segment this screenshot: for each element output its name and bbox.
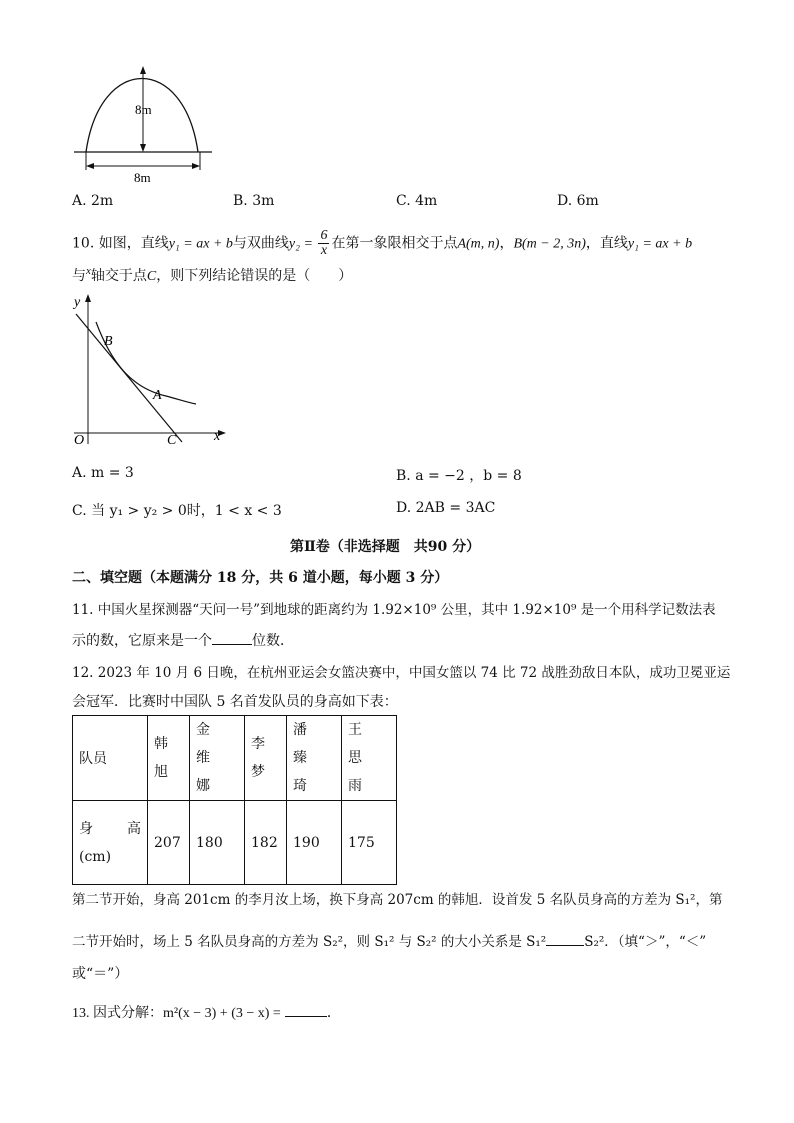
width-label: 8m — [134, 170, 151, 185]
player-name-line2: 娜 — [196, 778, 218, 794]
height-cell: 190 — [287, 801, 342, 885]
table-row — [73, 716, 397, 801]
q10-text-c: 在第一象限相交于点 — [331, 235, 458, 252]
header-label-cell — [73, 716, 148, 801]
label-origin: O — [74, 433, 85, 448]
q10-y2: y₂ = — [288, 236, 317, 252]
q9-option-b: B. 3m — [233, 193, 275, 209]
q10-option-a: A. m = 3 — [72, 465, 134, 481]
height-arrow-top — [140, 66, 146, 74]
q12-after2-a: 二节开始时，场上 5 名队员身高的方差为 S₂²，则 S₁² 与 S₂² 的大小关系是 S₁² — [72, 934, 547, 950]
part2-title: 二、填空题（本题满分 18 分，共 6 道小题，每小题 3 分） — [72, 570, 449, 586]
player-name-line1: 李 — [251, 736, 273, 752]
q13-answer-blank[interactable] — [285, 1002, 327, 1017]
player-name-line2: 梦 — [251, 764, 273, 780]
q11-line2 — [72, 630, 294, 650]
q12-answer-blank[interactable] — [546, 931, 584, 946]
table-row — [73, 801, 397, 885]
player-cell — [287, 716, 342, 801]
coordinate-figure — [66, 292, 236, 452]
label-y: y — [74, 295, 81, 310]
q11-line2-a: 示的数，它原来是一个 — [72, 633, 212, 649]
q10-stem-line1 — [72, 229, 692, 258]
q12-after-line2 — [72, 930, 706, 950]
q9-option-d: D. 6m — [557, 193, 599, 209]
q13-end: ． — [326, 1005, 341, 1021]
width-arrow-left — [86, 163, 94, 169]
q10-option-b: B. a = −2 ，b = 8 — [396, 468, 522, 484]
q10-frac-num: 6 — [320, 228, 328, 243]
q13-text: 13. 因式分解：m²(x − 3) + (3 − x) = — [72, 1006, 281, 1021]
q10-x-axis: x — [86, 265, 91, 277]
row-label-unit: (cm) — [79, 848, 112, 865]
row-label-b: 高 — [127, 820, 141, 837]
arch-figure — [70, 60, 220, 190]
player-cell — [190, 716, 245, 801]
q11-line2-b: 位数． — [252, 633, 294, 649]
player-name-line2: 雨 — [348, 778, 370, 794]
q12-after-line3: 或“＝”） — [72, 966, 129, 982]
q9-option-a: A. 2m — [72, 193, 114, 209]
q13-line — [72, 1002, 341, 1022]
player-cell — [245, 716, 287, 801]
player-cell — [148, 716, 190, 801]
q9-option-c: C. 4m — [396, 193, 438, 209]
q10-text-a: 10. 如图，直线 — [72, 235, 169, 252]
q10-point-b: B(m − 2, 3n) — [513, 236, 586, 252]
q11-answer-blank[interactable] — [212, 630, 252, 645]
player-height-table — [72, 715, 397, 885]
row-label-a: 身 — [79, 820, 93, 837]
q10-y1-again: y₁ = ax + b — [627, 236, 693, 252]
height-cell: 175 — [342, 801, 397, 885]
player-name-line2: 旭 — [154, 764, 176, 780]
q10-text-b: 与双曲线 — [232, 235, 289, 252]
label-point-b: B — [104, 334, 113, 349]
height-cell: 180 — [190, 801, 245, 885]
q10-line2-a: 与 — [72, 268, 86, 284]
line-y1 — [76, 314, 182, 442]
q10-line2-c: ，则下列结论错误的是（ ） — [156, 268, 353, 284]
q11-line1: 11. 中国火星探测器“天问一号”到地球的距离约为 1.92×10⁹ 公里，其中 1.92×10⁹ 是一个用科学记数法表 — [72, 602, 716, 618]
label-point-a: A — [153, 388, 162, 403]
player-name-line1: 金 维 — [196, 722, 218, 766]
q10-stem-line2 — [72, 265, 352, 285]
q12-after2-b: S₂²．（填“＞”，“＜” — [584, 934, 707, 950]
height-label: 8m — [135, 102, 152, 117]
label-x: x — [214, 429, 221, 444]
q10-y1: y₁ = ax + b — [168, 236, 233, 252]
y-axis-arrow — [85, 294, 91, 302]
height-arrow-bottom — [140, 144, 146, 152]
section-title: 第Ⅱ卷（非选择题 共90 分） — [290, 539, 481, 555]
q10-frac-den: x — [320, 243, 328, 258]
q10-point-c: C — [146, 269, 157, 284]
q12-line2: 会冠军．比赛时中国队 5 名首发队员的身高如下表： — [72, 694, 398, 710]
width-arrow-right — [192, 163, 200, 169]
q10-line2-b: 轴交于点 — [90, 268, 147, 284]
player-name-line1: 潘 臻 — [293, 722, 315, 766]
q10-comma: ， — [499, 235, 514, 252]
q10-fraction — [318, 229, 329, 258]
q10-option-d: D. 2AB = 3AC — [396, 500, 496, 516]
q10-text-d: ，直线 — [585, 235, 628, 252]
q10-point-a: A(m, n) — [457, 236, 500, 252]
height-cell: 182 — [245, 801, 287, 885]
q10-option-c: C. 当 y₁ > y₂ > 0时，1 < x < 3 — [72, 503, 282, 519]
player-cell — [342, 716, 397, 801]
row-label-cell — [73, 801, 148, 885]
height-cell: 207 — [148, 801, 190, 885]
player-name-line1: 王 思 — [348, 722, 370, 766]
header-label: 队员 — [79, 751, 107, 767]
q12-after-line1: 第二节开始，身高 201cm 的李月汝上场，换下身高 207cm 的韩旭．设首发 5 名队员身高的方差为 S₁²，第 — [72, 892, 723, 908]
player-name-line1: 韩 — [154, 736, 176, 752]
player-name-line2: 琦 — [293, 778, 315, 794]
q12-line1: 12. 2023 年 10 月 6 日晚，在杭州亚运会女篮决赛中，中国女篮以 74 比 72 战胜劲敌日本队，成功卫冕亚运 — [72, 665, 731, 681]
label-point-c: C — [167, 433, 177, 448]
